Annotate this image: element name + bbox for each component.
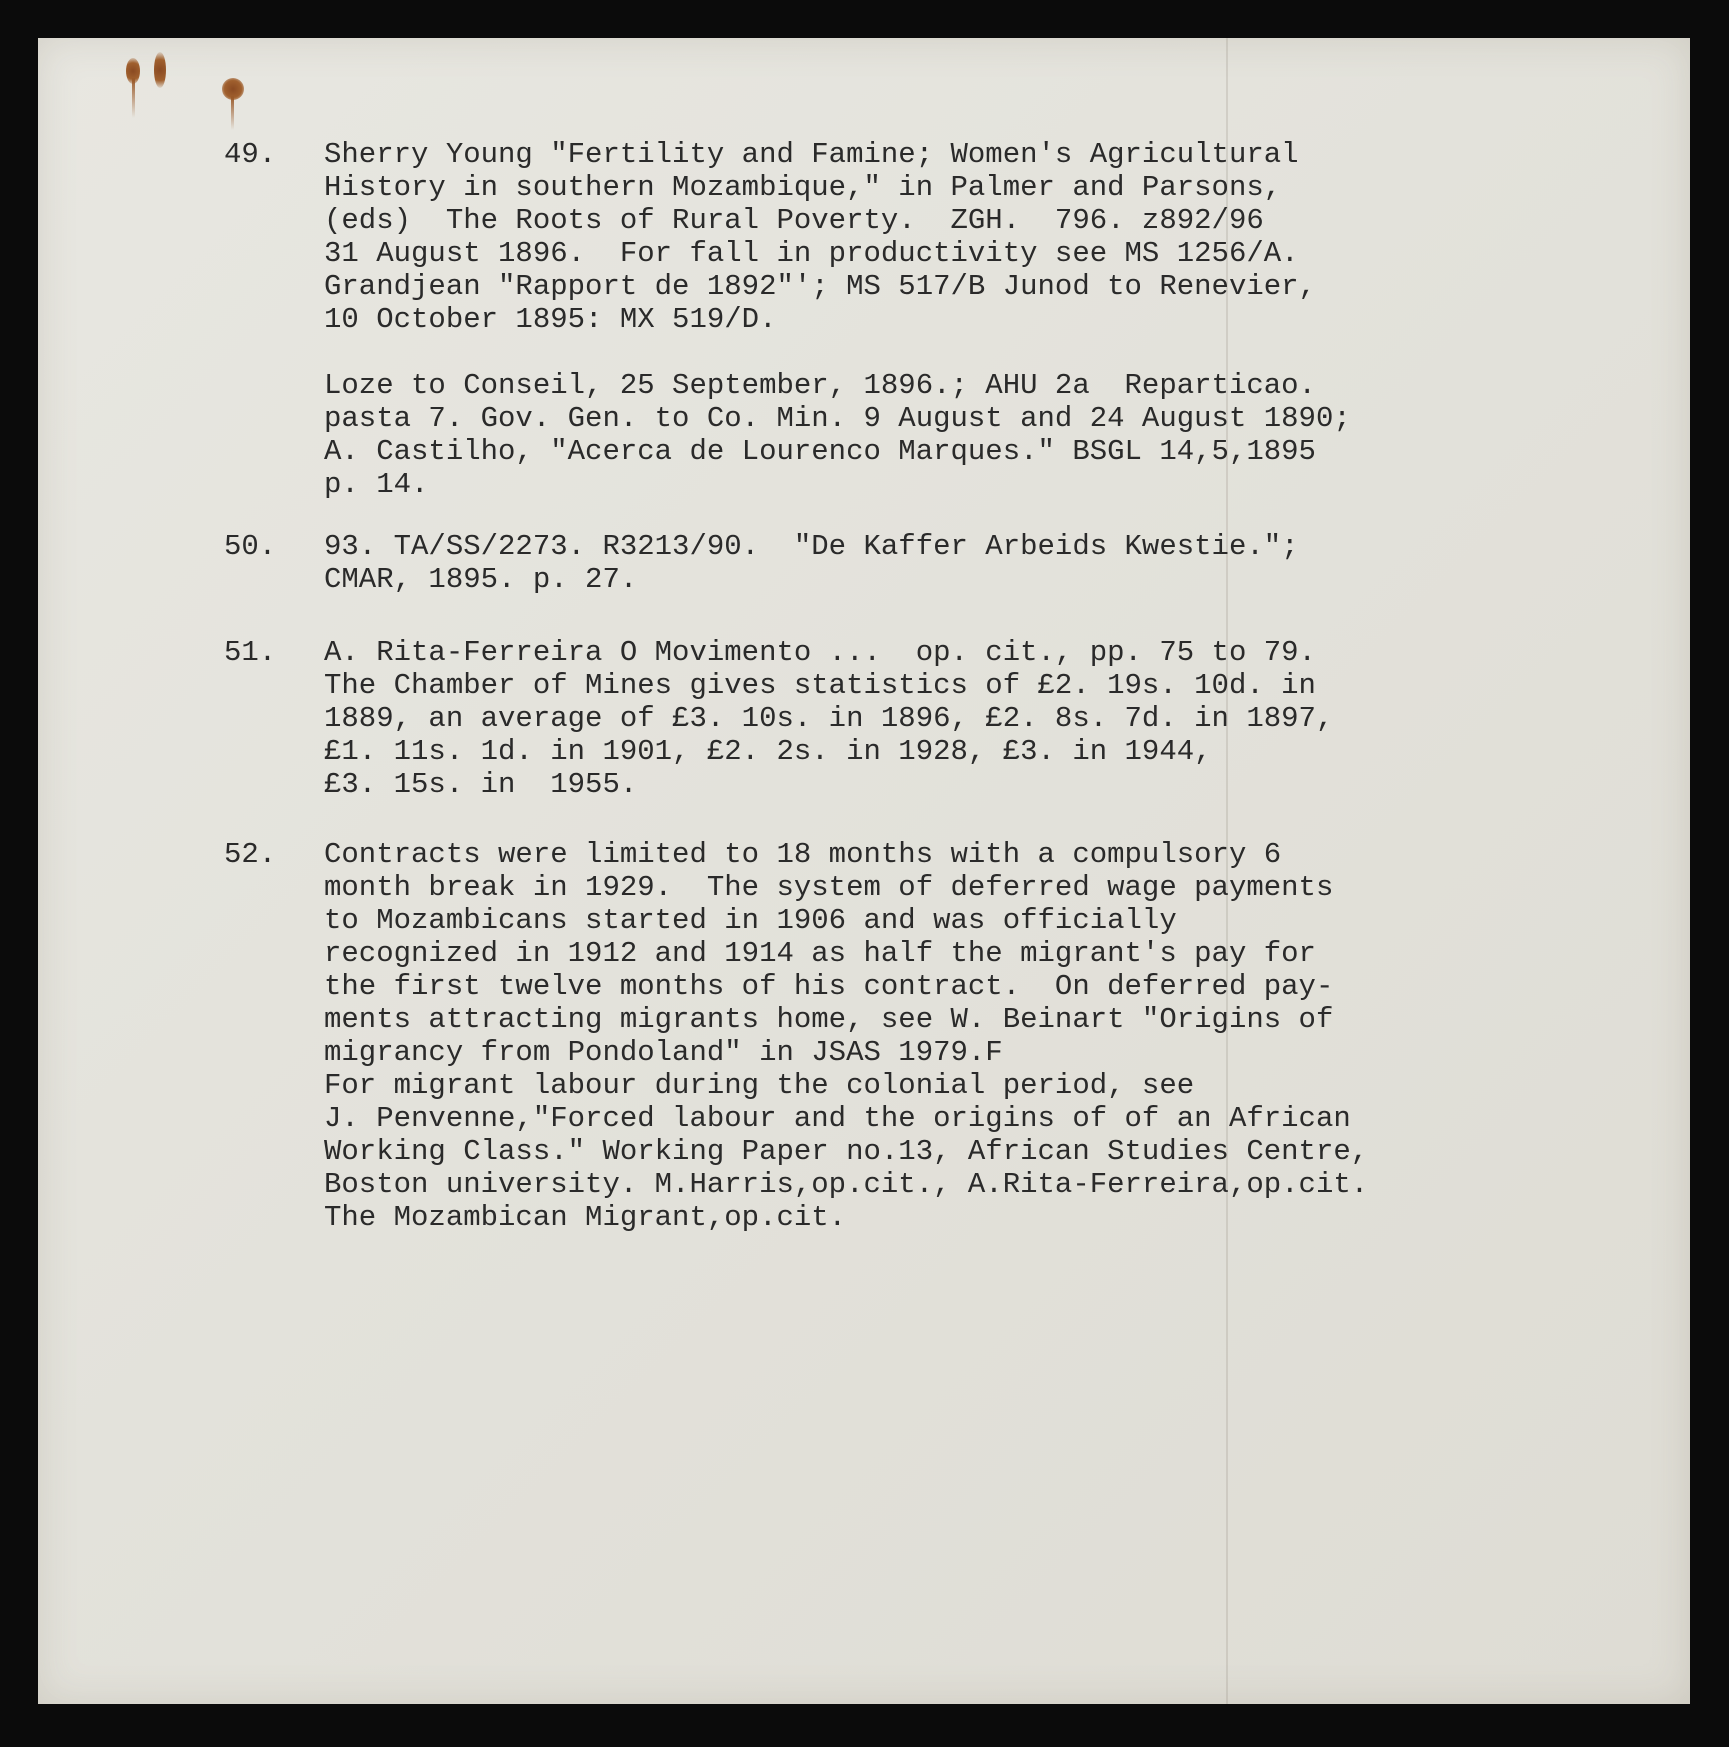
- rust-drip: [231, 96, 234, 130]
- footnote-line: The Chamber of Mines gives statistics of £2. 19s. 10d. in: [324, 669, 1316, 702]
- footnote-line: 31 August 1896. For fall in productivity see MS 1256/A.: [324, 237, 1299, 270]
- footnote-line: Working Class." Working Paper no.13, African Studies Centre,: [324, 1135, 1369, 1168]
- footnote-line: 10 October 1895: MX 519/D.: [324, 303, 777, 336]
- footnote-line: Contracts were limited to 18 months with a compulsory 6: [324, 838, 1282, 871]
- footnote-line: £3. 15s. in 1955.: [324, 768, 638, 801]
- footnote-line: pasta 7. Gov. Gen. to Co. Min. 9 August and 24 August 1890;: [324, 402, 1351, 435]
- footnote-line: 1889, an average of £3. 10s. in 1896, £2. 8s. 7d. in 1897,: [324, 702, 1334, 735]
- footnote-number: 50.: [224, 530, 277, 563]
- footnote-line: Grandjean "Rapport de 1892"'; MS 517/B Junod to Renevier,: [324, 270, 1316, 303]
- footnote-line: J. Penvenne,"Forced labour and the origins of of an African: [324, 1102, 1351, 1135]
- footnote-line: History in southern Mozambique," in Palmer and Parsons,: [324, 171, 1282, 204]
- footnote-line: month break in 1929. The system of deferred wage payments: [324, 871, 1334, 904]
- footnote-line: A. Rita-Ferreira O Movimento ... op. cit., pp. 75 to 79.: [324, 636, 1316, 669]
- footnote-number: 51.: [224, 636, 277, 669]
- footnote-number: 52.: [224, 838, 277, 871]
- footnote-line: recognized in 1912 and 1914 as half the migrant's pay for: [324, 937, 1316, 970]
- footnote-line: to Mozambicans started in 1906 and was officially: [324, 904, 1177, 937]
- footnote-line: The Mozambican Migrant,op.cit.: [324, 1201, 847, 1234]
- footnote-line: (eds) The Roots of Rural Poverty. ZGH. 796. z892/96: [324, 204, 1264, 237]
- footnote-line: CMAR, 1895. p. 27.: [324, 563, 638, 596]
- footnote-line: £1. 11s. 1d. in 1901, £2. 2s. in 1928, £3. in 1944,: [324, 735, 1212, 768]
- footnote-line: Boston university. M.Harris,op.cit., A.Rita-Ferreira,op.cit.: [324, 1168, 1369, 1201]
- document-page: [38, 38, 1690, 1704]
- footnote-line: 93. TA/SS/2273. R3213/90. "De Kaffer Arbeids Kwestie.";: [324, 530, 1299, 563]
- footnote-text: [324, 530, 1664, 596]
- footnote-text: [324, 838, 1664, 1234]
- footnote-line: A. Castilho, "Acerca de Lourenco Marques." BSGL 14,5,1895: [324, 435, 1316, 468]
- footnote-text: [324, 636, 1664, 801]
- footnote-line: Loze to Conseil, 25 September, 1896.; AHU 2a Reparticao.: [324, 369, 1316, 402]
- footnote-line: migrancy from Pondoland" in JSAS 1979.F: [324, 1036, 1003, 1069]
- footnote-line: ments attracting migrants home, see W. Beinart "Origins of: [324, 1003, 1334, 1036]
- rust-drip: [132, 78, 135, 118]
- rust-stain: [154, 52, 166, 88]
- footnote-number: 49.: [224, 138, 277, 171]
- footnote-line: p. 14.: [324, 468, 429, 501]
- footnote-line: the first twelve months of his contract. On deferred pay-: [324, 970, 1334, 1003]
- footnote-line: For migrant labour during the colonial period, see: [324, 1069, 1195, 1102]
- footnote-text: [324, 138, 1664, 501]
- footnote-line: Sherry Young "Fertility and Famine; Women's Agricultural: [324, 138, 1299, 171]
